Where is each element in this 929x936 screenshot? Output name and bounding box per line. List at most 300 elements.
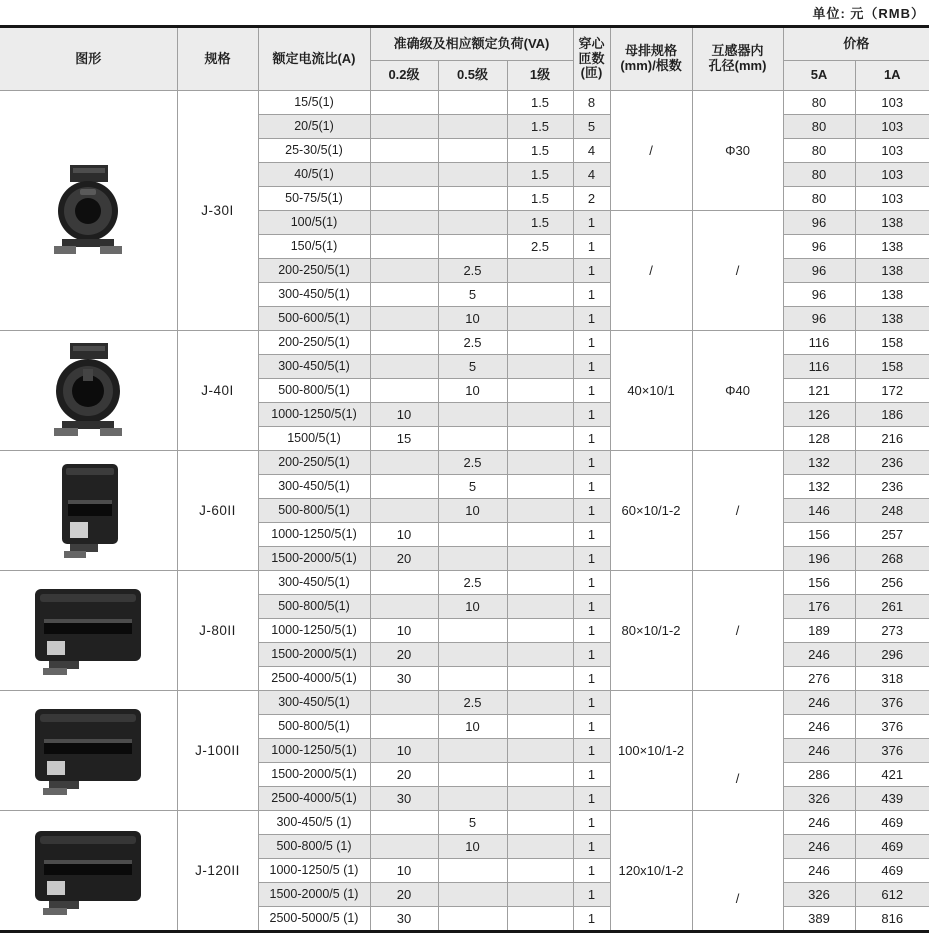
price-1a-cell: 236: [855, 451, 929, 475]
price-5a-cell: 96: [783, 235, 855, 259]
turns-cell: 1: [573, 307, 610, 331]
turns-cell: 4: [573, 139, 610, 163]
class-02-cell: [370, 691, 438, 715]
ratio-cell: 300-450/5(1): [258, 475, 370, 499]
class-1-cell: [507, 643, 573, 667]
price-5a-cell: 246: [783, 739, 855, 763]
bore-cell: Φ30: [692, 91, 783, 211]
class-05-cell: 2.5: [438, 259, 507, 283]
price-1a-cell: 158: [855, 331, 929, 355]
turns-cell: 5: [573, 115, 610, 139]
class-1-cell: 1.5: [507, 91, 573, 115]
price-1a-cell: 318: [855, 667, 929, 691]
spec-cell-j-120ii: J-120II: [177, 811, 258, 932]
spec-cell-j-60ii: J-60II: [177, 451, 258, 571]
class-1-cell: [507, 883, 573, 907]
price-1a-cell: 103: [855, 187, 929, 211]
class-02-cell: 20: [370, 547, 438, 571]
bore-cell: /: [692, 571, 783, 691]
class-1-cell: [507, 811, 573, 835]
turns-cell: 1: [573, 739, 610, 763]
class-05-cell: 2.5: [438, 571, 507, 595]
table-row: [0, 571, 929, 595]
price-1a-cell: 273: [855, 619, 929, 643]
price-1a-cell: 296: [855, 643, 929, 667]
turns-cell: 1: [573, 715, 610, 739]
class-02-cell: [370, 595, 438, 619]
price-5a-cell: 246: [783, 643, 855, 667]
price-1a-cell: 103: [855, 91, 929, 115]
spec-cell-j-30i: J-30I: [177, 91, 258, 331]
price-5a-cell: 189: [783, 619, 855, 643]
class-05-cell: [438, 883, 507, 907]
bore-cell: /: [692, 451, 783, 571]
ratio-cell: 1000-1250/5(1): [258, 403, 370, 427]
bore-header-line1: 互感器内: [711, 43, 764, 59]
class-1-cell: 1.5: [507, 163, 573, 187]
price-1a-cell: 103: [855, 139, 929, 163]
ratio-cell: 500-800/5(1): [258, 595, 370, 619]
class-05-cell: 10: [438, 499, 507, 523]
price-5a-cell: 246: [783, 835, 855, 859]
class-02-cell: 30: [370, 907, 438, 932]
price-5a-cell: 246: [783, 691, 855, 715]
turns-cell: 1: [573, 787, 610, 811]
turns-cell: 1: [573, 547, 610, 571]
turns-cell: 1: [573, 379, 610, 403]
class-05-cell: [438, 667, 507, 691]
price-1a-cell: 261: [855, 595, 929, 619]
class-02-cell: [370, 91, 438, 115]
class-02-cell: 10: [370, 403, 438, 427]
class-1-cell: 1.5: [507, 211, 573, 235]
busbar-cell: /: [610, 211, 692, 331]
price-1a-cell: 138: [855, 259, 929, 283]
column-header-price-5a: 5A: [783, 61, 855, 91]
column-header-image: 图形: [0, 27, 177, 91]
class-1-cell: [507, 715, 573, 739]
ratio-cell: 150/5(1): [258, 235, 370, 259]
class-05-cell: 2.5: [438, 451, 507, 475]
class-02-cell: [370, 187, 438, 211]
price-5a-cell: 132: [783, 475, 855, 499]
price-1a-cell: 256: [855, 571, 929, 595]
class-05-cell: 2.5: [438, 691, 507, 715]
price-1a-cell: 469: [855, 835, 929, 859]
busbar-header-line2: (mm)/根数: [620, 58, 682, 73]
class-05-cell: [438, 211, 507, 235]
ratio-cell: 1500/5(1): [258, 427, 370, 451]
class-05-cell: 10: [438, 595, 507, 619]
class-1-cell: [507, 355, 573, 379]
class-1-cell: [507, 619, 573, 643]
class-05-cell: [438, 163, 507, 187]
busbar-cell: 40×10/1: [610, 331, 692, 451]
class-1-cell: [507, 403, 573, 427]
class-1-cell: [507, 523, 573, 547]
spec-cell-j-80ii: J-80II: [177, 571, 258, 691]
column-header-turns: [573, 27, 610, 91]
column-header-class-05: 0.5级: [438, 61, 507, 91]
class-05-cell: [438, 643, 507, 667]
price-5a-cell: 96: [783, 211, 855, 235]
class-05-cell: [438, 427, 507, 451]
ratio-cell: 25-30/5(1): [258, 139, 370, 163]
class-1-cell: [507, 451, 573, 475]
ct-price-table: [0, 25, 929, 933]
class-02-cell: 30: [370, 667, 438, 691]
ratio-cell: 1500-2000/5 (1): [258, 883, 370, 907]
price-1a-cell: 376: [855, 691, 929, 715]
bore-cell: /: [692, 691, 783, 811]
class-02-cell: [370, 235, 438, 259]
column-header-class-02: 0.2级: [370, 61, 438, 91]
ct-toroid-40-photo: [0, 331, 177, 451]
class-1-cell: [507, 475, 573, 499]
ratio-cell: 200-250/5(1): [258, 451, 370, 475]
class-05-cell: 5: [438, 283, 507, 307]
price-1a-cell: 186: [855, 403, 929, 427]
turns-cell: 1: [573, 859, 610, 883]
turns-cell: 1: [573, 571, 610, 595]
price-5a-cell: 116: [783, 331, 855, 355]
price-1a-cell: 172: [855, 379, 929, 403]
table-row: [0, 331, 929, 355]
class-1-cell: [507, 571, 573, 595]
bore-cell: /: [692, 211, 783, 331]
ratio-cell: 1000-1250/5(1): [258, 523, 370, 547]
price-1a-cell: 216: [855, 427, 929, 451]
ratio-cell: 1000-1250/5(1): [258, 739, 370, 763]
class-02-cell: 10: [370, 619, 438, 643]
class-1-cell: 1.5: [507, 115, 573, 139]
turns-cell: 1: [573, 595, 610, 619]
class-05-cell: [438, 403, 507, 427]
price-1a-cell: 268: [855, 547, 929, 571]
price-1a-cell: 138: [855, 235, 929, 259]
class-05-cell: 10: [438, 715, 507, 739]
class-05-cell: [438, 139, 507, 163]
price-1a-cell: 257: [855, 523, 929, 547]
ratio-cell: 15/5(1): [258, 91, 370, 115]
price-1a-cell: 376: [855, 715, 929, 739]
ct-box-100-photo: [0, 691, 177, 811]
turns-cell: 1: [573, 235, 610, 259]
class-02-cell: [370, 475, 438, 499]
class-02-cell: 10: [370, 739, 438, 763]
busbar-cell: 60×10/1-2: [610, 451, 692, 571]
class-02-cell: 20: [370, 763, 438, 787]
turns-cell: 1: [573, 331, 610, 355]
class-1-cell: [507, 547, 573, 571]
price-1a-cell: 421: [855, 763, 929, 787]
table-row: [0, 691, 929, 715]
price-1a-cell: 816: [855, 907, 929, 932]
price-5a-cell: 80: [783, 91, 855, 115]
column-header-ratio: 额定电流比(A): [258, 27, 370, 91]
ratio-cell: 200-250/5(1): [258, 331, 370, 355]
ratio-cell: 100/5(1): [258, 211, 370, 235]
ratio-cell: 300-450/5(1): [258, 571, 370, 595]
class-02-cell: [370, 115, 438, 139]
turns-cell: 1: [573, 427, 610, 451]
turns-cell: 1: [573, 619, 610, 643]
turns-cell: 1: [573, 451, 610, 475]
class-1-cell: [507, 499, 573, 523]
class-1-cell: [507, 691, 573, 715]
class-05-cell: [438, 91, 507, 115]
class-02-cell: [370, 355, 438, 379]
ratio-cell: 300-450/5 (1): [258, 811, 370, 835]
turns-cell: 2: [573, 187, 610, 211]
ct-box-60-photo: [0, 451, 177, 571]
turns-cell: 1: [573, 835, 610, 859]
column-header-spec: 规格: [177, 27, 258, 91]
class-1-cell: 1.5: [507, 139, 573, 163]
spec-cell-j-100ii: J-100II: [177, 691, 258, 811]
price-1a-cell: 439: [855, 787, 929, 811]
ratio-cell: 1500-2000/5(1): [258, 643, 370, 667]
ratio-cell: 20/5(1): [258, 115, 370, 139]
class-02-cell: 20: [370, 643, 438, 667]
price-5a-cell: 96: [783, 307, 855, 331]
turns-cell: 1: [573, 691, 610, 715]
price-table-body: [0, 91, 929, 932]
class-05-cell: [438, 763, 507, 787]
class-05-cell: 5: [438, 811, 507, 835]
class-1-cell: [507, 595, 573, 619]
class-02-cell: 10: [370, 859, 438, 883]
price-5a-cell: 389: [783, 907, 855, 932]
class-1-cell: [507, 379, 573, 403]
price-5a-cell: 116: [783, 355, 855, 379]
class-05-cell: [438, 523, 507, 547]
turns-cell: 1: [573, 475, 610, 499]
ratio-cell: 300-450/5(1): [258, 283, 370, 307]
class-02-cell: [370, 331, 438, 355]
class-05-cell: [438, 235, 507, 259]
class-02-cell: [370, 379, 438, 403]
column-header-bore: [692, 27, 783, 91]
class-1-cell: [507, 307, 573, 331]
price-1a-cell: 469: [855, 859, 929, 883]
class-02-cell: 10: [370, 523, 438, 547]
turns-cell: 1: [573, 403, 610, 427]
class-1-cell: [507, 835, 573, 859]
price-5a-cell: 286: [783, 763, 855, 787]
ratio-cell: 300-450/5(1): [258, 691, 370, 715]
price-5a-cell: 246: [783, 715, 855, 739]
price-1a-cell: 376: [855, 739, 929, 763]
class-1-cell: [507, 667, 573, 691]
ratio-cell: 50-75/5(1): [258, 187, 370, 211]
column-header-class-1: 1级: [507, 61, 573, 91]
class-05-cell: [438, 907, 507, 932]
class-05-cell: 2.5: [438, 331, 507, 355]
ratio-cell: 1000-1250/5(1): [258, 619, 370, 643]
class-05-cell: 10: [438, 835, 507, 859]
price-1a-cell: 103: [855, 163, 929, 187]
table-row: [0, 451, 929, 475]
ratio-cell: 2500-4000/5(1): [258, 787, 370, 811]
class-02-cell: 20: [370, 883, 438, 907]
price-1a-cell: 158: [855, 355, 929, 379]
price-5a-cell: 156: [783, 523, 855, 547]
price-5a-cell: 146: [783, 499, 855, 523]
price-5a-cell: 132: [783, 451, 855, 475]
ratio-cell: 500-800/5(1): [258, 715, 370, 739]
class-02-cell: [370, 283, 438, 307]
column-header-price-1a: 1A: [855, 61, 929, 91]
ratio-cell: 500-600/5(1): [258, 307, 370, 331]
class-02-cell: [370, 835, 438, 859]
price-5a-cell: 276: [783, 667, 855, 691]
turns-header-line3: (匝): [580, 65, 603, 81]
busbar-cell: 100×10/1-2: [610, 691, 692, 811]
price-5a-cell: 176: [783, 595, 855, 619]
price-1a-cell: 469: [855, 811, 929, 835]
price-5a-cell: 96: [783, 259, 855, 283]
turns-cell: 1: [573, 667, 610, 691]
price-1a-cell: 248: [855, 499, 929, 523]
turns-cell: 1: [573, 643, 610, 667]
busbar-cell: 120x10/1-2: [610, 811, 692, 932]
price-5a-cell: 128: [783, 427, 855, 451]
turns-cell: 1: [573, 211, 610, 235]
class-05-cell: [438, 787, 507, 811]
class-05-cell: 5: [438, 475, 507, 499]
turns-cell: 1: [573, 523, 610, 547]
table-row: [0, 91, 929, 115]
column-header-accuracy-group: 准确级及相应额定负荷(VA): [370, 27, 573, 61]
busbar-cell: /: [610, 91, 692, 211]
ratio-cell: 500-800/5(1): [258, 499, 370, 523]
price-5a-cell: 326: [783, 883, 855, 907]
bore-cell: Φ40: [692, 331, 783, 451]
class-05-cell: 10: [438, 307, 507, 331]
class-1-cell: [507, 283, 573, 307]
turns-cell: 4: [573, 163, 610, 187]
class-02-cell: [370, 451, 438, 475]
turns-cell: 1: [573, 763, 610, 787]
class-05-cell: [438, 547, 507, 571]
class-02-cell: [370, 499, 438, 523]
class-1-cell: [507, 331, 573, 355]
ratio-cell: 300-450/5(1): [258, 355, 370, 379]
turns-cell: 1: [573, 355, 610, 379]
price-5a-cell: 80: [783, 187, 855, 211]
price-5a-cell: 80: [783, 139, 855, 163]
column-header-price-group: 价格: [783, 27, 929, 61]
ct-toroid-30-photo: [0, 91, 177, 331]
class-02-cell: [370, 811, 438, 835]
ratio-cell: 200-250/5(1): [258, 259, 370, 283]
class-02-cell: [370, 307, 438, 331]
price-5a-cell: 326: [783, 787, 855, 811]
turns-header-line1: 穿心: [578, 35, 605, 51]
turns-cell: 1: [573, 499, 610, 523]
bore-cell: /: [692, 811, 783, 932]
price-1a-cell: 138: [855, 283, 929, 307]
class-1-cell: [507, 259, 573, 283]
class-1-cell: [507, 907, 573, 932]
class-1-cell: [507, 787, 573, 811]
class-02-cell: [370, 163, 438, 187]
price-1a-cell: 138: [855, 307, 929, 331]
class-05-cell: 10: [438, 379, 507, 403]
price-5a-cell: 96: [783, 283, 855, 307]
turns-cell: 1: [573, 907, 610, 932]
spec-cell-j-40i: J-40I: [177, 331, 258, 451]
price-5a-cell: 126: [783, 403, 855, 427]
class-1-cell: [507, 427, 573, 451]
class-05-cell: [438, 739, 507, 763]
class-1-cell: [507, 859, 573, 883]
class-02-cell: 15: [370, 427, 438, 451]
busbar-cell: 80×10/1-2: [610, 571, 692, 691]
class-02-cell: [370, 571, 438, 595]
class-05-cell: 5: [438, 355, 507, 379]
class-05-cell: [438, 619, 507, 643]
turns-header-line2: 匝数: [578, 50, 605, 66]
turns-cell: 1: [573, 283, 610, 307]
class-02-cell: [370, 211, 438, 235]
price-1a-cell: 103: [855, 115, 929, 139]
ratio-cell: 500-800/5(1): [258, 379, 370, 403]
ratio-cell: 2500-4000/5(1): [258, 667, 370, 691]
ratio-cell: 500-800/5 (1): [258, 835, 370, 859]
ratio-cell: 40/5(1): [258, 163, 370, 187]
unit-label: 单位: 元（RMB）: [812, 6, 925, 21]
turns-cell: 1: [573, 259, 610, 283]
ratio-cell: 1500-2000/5(1): [258, 547, 370, 571]
ct-box-120-photo: [0, 811, 177, 932]
class-02-cell: [370, 259, 438, 283]
price-5a-cell: 156: [783, 571, 855, 595]
price-1a-cell: 236: [855, 475, 929, 499]
class-05-cell: [438, 859, 507, 883]
class-1-cell: 2.5: [507, 235, 573, 259]
class-05-cell: [438, 187, 507, 211]
class-02-cell: 30: [370, 787, 438, 811]
turns-cell: 1: [573, 811, 610, 835]
column-header-busbar: [610, 27, 692, 91]
ratio-cell: 1000-1250/5 (1): [258, 859, 370, 883]
class-02-cell: [370, 715, 438, 739]
class-02-cell: [370, 139, 438, 163]
class-05-cell: [438, 115, 507, 139]
price-5a-cell: 196: [783, 547, 855, 571]
ratio-cell: 1500-2000/5(1): [258, 763, 370, 787]
price-5a-cell: 121: [783, 379, 855, 403]
class-1-cell: [507, 763, 573, 787]
table-row: [0, 811, 929, 835]
price-5a-cell: 246: [783, 859, 855, 883]
class-1-cell: [507, 739, 573, 763]
price-1a-cell: 612: [855, 883, 929, 907]
ct-box-80-photo: [0, 571, 177, 691]
price-1a-cell: 138: [855, 211, 929, 235]
price-5a-cell: 246: [783, 811, 855, 835]
turns-cell: 1: [573, 883, 610, 907]
class-1-cell: 1.5: [507, 187, 573, 211]
price-5a-cell: 80: [783, 163, 855, 187]
turns-cell: 8: [573, 91, 610, 115]
bore-header-line2: 孔径(mm): [708, 58, 767, 73]
ratio-cell: 2500-5000/5 (1): [258, 907, 370, 932]
busbar-header-line1: 母排规格: [625, 43, 678, 59]
price-5a-cell: 80: [783, 115, 855, 139]
